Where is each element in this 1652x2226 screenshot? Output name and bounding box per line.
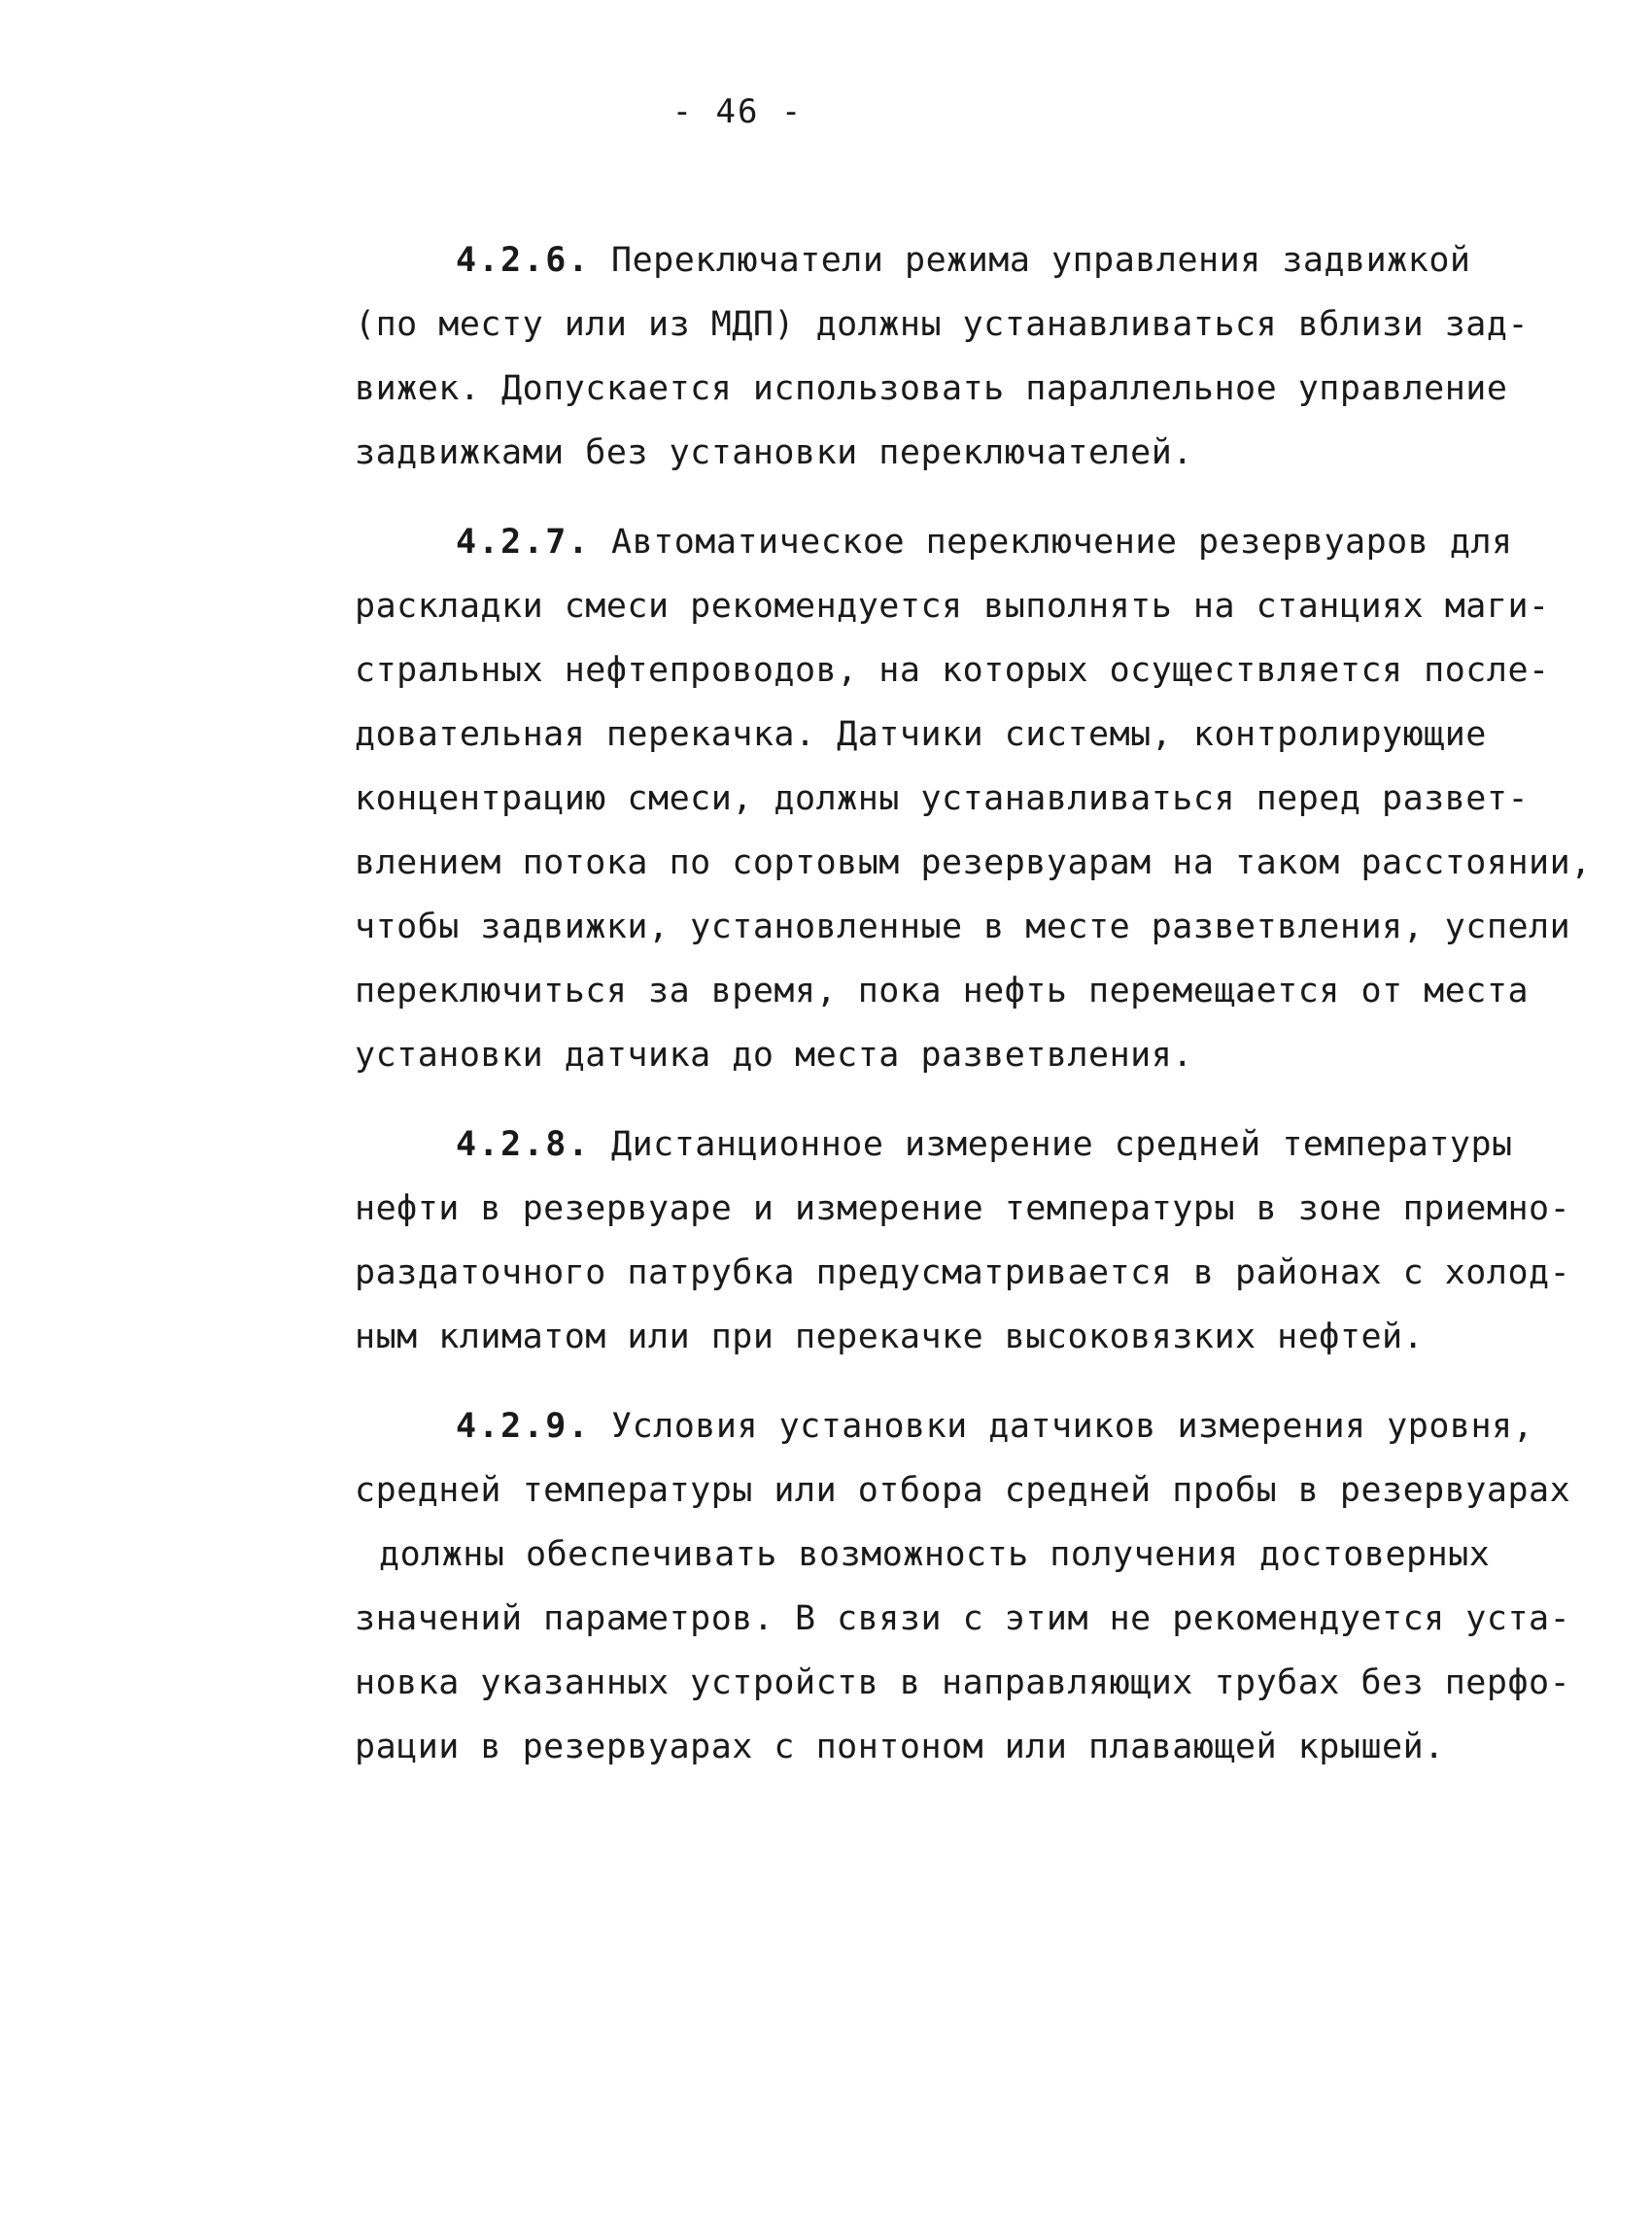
paragraph-line: новка указанных устройств в направляющих трубах без перфо- [355, 1663, 1571, 1702]
paragraph-4-2-9 [355, 1394, 1571, 1779]
section-number: 4.2.7. [456, 523, 591, 562]
paragraph-text: Автоматическое переключение резервуаров для [611, 523, 1513, 562]
paragraph-line: стральных нефтепроводов, на которых осуществляется после- [355, 651, 1550, 690]
paragraph-line: раздаточного патрубка предусматривается в районах с холод- [355, 1253, 1571, 1292]
paragraph-line [355, 510, 1513, 574]
paragraph-text: Условия установки датчиков измерения уровня, [611, 1407, 1534, 1446]
section-number: 4.2.6. [456, 241, 591, 280]
paragraph-text: Дистанционное измерение средней температуры [611, 1125, 1513, 1164]
paragraph-line: средней температуры или отбора средней пробы в резервуарах [355, 1471, 1571, 1510]
paragraph-line [355, 1394, 1534, 1458]
paragraph-line: ным климатом или при перекачке высоковязких нефтей. [355, 1318, 1425, 1356]
paragraph-text: Переключатели режима управления задвижкой [611, 241, 1471, 280]
section-number: 4.2.9. [456, 1407, 591, 1446]
paragraph-line: значений параметров. В связи с этим не рекомендуется уста- [355, 1599, 1571, 1638]
paragraph-line: переключиться за время, пока нефть перемещается от места [355, 972, 1530, 1010]
paragraph-line: концентрацию смеси, должны устанавливаться перед развет- [355, 779, 1530, 818]
page-number: - 46 - [671, 92, 804, 131]
paragraph-line: нефти в резервуаре и измерение температуры в зоне приемно- [355, 1189, 1571, 1228]
paragraph-4-2-8 [355, 1113, 1571, 1369]
paragraph-line: установки датчика до места разветвления. [355, 1036, 1193, 1075]
paragraph-line: раскладки смеси рекомендуется выполнять на станциях маги- [355, 587, 1550, 626]
paragraph-4-2-6 [355, 228, 1530, 485]
paragraph-line: должны обеспечивать возможность получения достоверных [379, 1535, 1491, 1574]
paragraph-4-2-7 [355, 510, 1592, 1087]
paragraph-line: довательная перекачка. Датчики системы, контролирующие [355, 715, 1487, 754]
paragraph-line: влением потока по сортовым резервуарам на таком расстоянии, [355, 843, 1592, 882]
paragraph-line: (по месту или из МДП) должны устанавливаться вблизи зад- [355, 305, 1530, 344]
paragraph-line: задвижками без установки переключателей. [355, 433, 1193, 472]
paragraph-line [355, 1113, 1513, 1177]
paragraph-line [355, 228, 1482, 292]
paragraph-line: чтобы задвижки, установленные в месте разветвления, успели [355, 908, 1571, 946]
paragraph-line: рации в резервуарах с понтоном или плавающей крышей. [355, 1728, 1445, 1766]
section-number: 4.2.8. [456, 1125, 591, 1164]
paragraph-line: вижек. Допускается использовать параллельное управление [355, 369, 1508, 408]
